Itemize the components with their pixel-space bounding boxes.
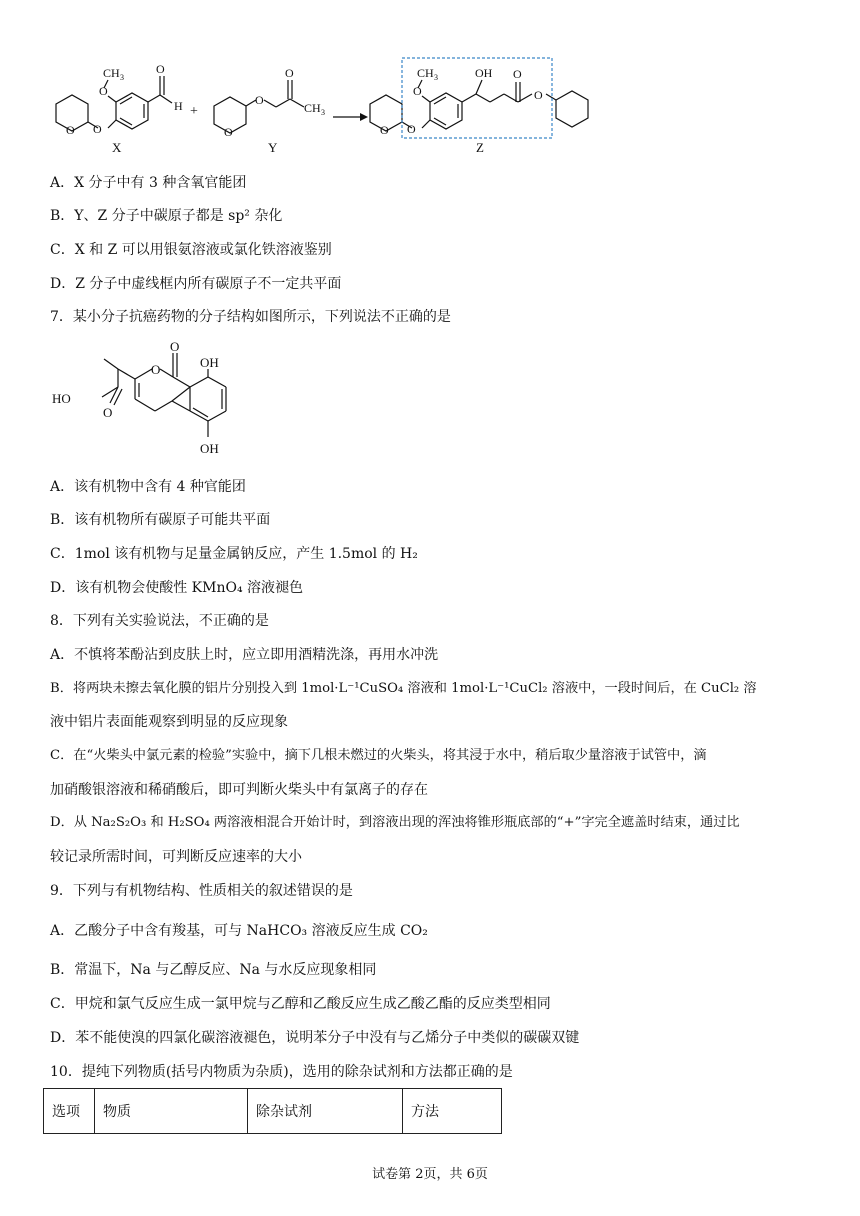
- q6-option-c: C．X 和 Z 可以用银氨溶液或氯化铁溶液鉴别: [50, 242, 332, 258]
- x-ether-oxygen: O: [93, 122, 102, 136]
- page-footer: 试卷第 2页，共 6页: [372, 1167, 488, 1182]
- q7-option-a: A．该有机物中含有 4 种官能团: [50, 479, 246, 495]
- z-methoxy-oxygen: O: [413, 84, 422, 98]
- q7-ring-oxygen: O: [151, 362, 161, 377]
- q9-option-d: D．苯不能使溴的四氯化碳溶液褪色，说明苯分子中没有与乙烯分子中类似的碳碳双键: [50, 1030, 580, 1046]
- z-methyl-label: CH: [417, 66, 434, 80]
- table-header-option: 选项: [44, 1089, 95, 1134]
- y-ether-oxygen: O: [255, 93, 264, 107]
- reaction-scheme: [0, 0, 860, 160]
- q8-option-c: C．在“火柴头中氯元素的检验”实验中，摘下几根未燃过的火柴头，将其浸于水中，稍后取少量溶液于试管中，滴: [50, 748, 707, 763]
- q7-oh-bottom: OH: [200, 441, 219, 456]
- q8-option-b: B．将两块未擦去氧化膜的铝片分别投入到 1mol·L⁻¹CuSO₄ 溶液和 1mol·L⁻¹CuCl₂ 溶液中，一段时间后，在 CuCl₂ 溶: [50, 681, 757, 696]
- table-header-substance: 物质: [95, 1089, 248, 1134]
- q7-stem: 7．某小分子抗癌药物的分子结构如图所示，下列说法不正确的是: [50, 309, 451, 325]
- z-ring-oxygen: O: [380, 123, 389, 137]
- z-hydroxyl-label: OH: [475, 66, 493, 80]
- table-header-reagent: 除杂试剂: [248, 1089, 403, 1134]
- x-methyl-subscript: 3: [120, 73, 124, 82]
- y-methyl-subscript: 3: [321, 108, 325, 117]
- q10-stem: 10．提纯下列物质(括号内物质为杂质)，选用的除杂试剂和方法都正确的是: [50, 1064, 513, 1080]
- q9-option-c: C．甲烷和氯气反应生成一氯甲烷与乙醇和乙酸反应生成乙酸乙酯的反应类型相同: [50, 996, 551, 1012]
- x-aldehyde-oxygen: O: [156, 62, 165, 76]
- z-ether-oxygen-2: O: [534, 88, 543, 102]
- z-ketone-oxygen: O: [513, 67, 522, 81]
- q7-ho-acid: HO: [52, 391, 71, 406]
- plus-sign: +: [190, 104, 198, 119]
- q8-option-a: A．不慎将苯酚沾到皮肤上时，应立即用酒精洗涤，再用水冲洗: [50, 647, 439, 663]
- q10-table: [43, 1088, 502, 1134]
- y-methyl-label: CH: [304, 101, 321, 115]
- q9-stem: 9．下列与有机物结构、性质相关的叙述错误的是: [50, 883, 353, 899]
- q7-oh-top: OH: [200, 355, 219, 370]
- q7-molecule: [40, 337, 300, 467]
- q7-option-b: B．该有机物所有碳原子可能共平面: [50, 512, 271, 528]
- x-methoxy-oxygen: O: [99, 84, 108, 98]
- q8-stem: 8．下列有关实验说法，不正确的是: [50, 613, 269, 629]
- q7-option-d: D．该有机物会使酸性 KMnO₄ 溶液褪色: [50, 580, 304, 596]
- q6-option-d: D．Z 分子中虚线框内所有碳原子不一定共平面: [50, 276, 342, 292]
- q7-option-c: C．1mol 该有机物与足量金属钠反应，产生 1.5mol 的 H₂: [50, 546, 418, 562]
- label-y: Y: [268, 140, 278, 155]
- q8-option-d: D．从 Na₂S₂O₃ 和 H₂SO₄ 两溶液相混合开始计时，到溶液出现的浑浊将锥形瓶底部的“+”字完全遮盖时结束，通过比: [50, 815, 740, 830]
- q6-option-b: B．Y、Z 分子中碳原子都是 sp² 杂化: [50, 208, 283, 224]
- label-z: Z: [476, 140, 484, 155]
- z-ether-oxygen: O: [407, 122, 416, 136]
- x-aldehyde-h: H: [174, 99, 183, 113]
- z-methyl-subscript: 3: [434, 73, 438, 82]
- q8-option-d-cont: 较记录所需时间，可判断反应速率的大小: [50, 849, 302, 865]
- y-ring-oxygen: O: [224, 125, 233, 139]
- table-header-method: 方法: [403, 1089, 502, 1134]
- label-x: X: [112, 140, 122, 155]
- y-ketone-oxygen: O: [285, 66, 294, 80]
- q7-carbonyl-oxygen: O: [170, 339, 180, 354]
- x-ring-oxygen: O: [66, 123, 75, 137]
- x-methyl-label: CH: [103, 66, 120, 80]
- q9-option-a: A．乙酸分子中含有羧基，可与 NaHCO₃ 溶液反应生成 CO₂: [50, 923, 428, 939]
- q8-option-c-cont: 加硝酸银溶液和稀硝酸后，即可判断火柴头中有氯离子的存在: [50, 782, 428, 798]
- q7-acid-oxygen: O: [103, 405, 113, 420]
- q6-option-a: A．X 分子中有 3 种含氧官能团: [50, 175, 247, 191]
- q8-option-b-cont: 液中铝片表面能观察到明显的反应现象: [50, 714, 288, 730]
- table-row: [44, 1089, 502, 1134]
- q9-option-b: B．常温下，Na 与乙醇反应、Na 与水反应现象相同: [50, 962, 377, 978]
